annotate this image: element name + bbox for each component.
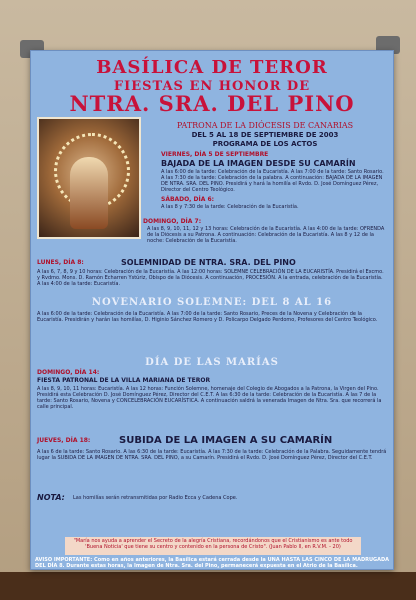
jueves-day: JUEVES, DÍA 18: xyxy=(37,437,91,444)
jueves-text: A las 6 de la tarde: Santo Rosario. A las 6:30 de la tarde: Eucaristía. A las 7:30 de la tarde: Celebración de la Palabra. Seguidamente tendrá lugar la SUBIDA DE LA IMAGEN DE NTRA. SRA. DEL PINO, a su Camarín. Presidirá el Rvdo. D. José Domínguez Pérez, Director del C.E.T. xyxy=(37,449,387,461)
lunes-day: LUNES, DÍA 8: xyxy=(37,259,84,266)
statue-figure xyxy=(70,157,108,229)
dates: DEL 5 AL 18 DE SEPTIEMBRE DE 2003 xyxy=(191,131,339,139)
aviso-text: AVISO IMPORTANTE: Como en años anteriores, la Basílica estará cerrada desde la UNA HASTA LAS CINCO DE LA MADRUGADA DEL DÍA 8. Durante estas horas, la Imagen de Ntra. Sra. del Pino, permanecerá expuesta en el Atrio de la Basílica. xyxy=(35,557,389,569)
quote-box xyxy=(65,537,361,555)
lunes-title: SOLEMNIDAD DE NTRA. SRA. DEL PINO xyxy=(121,258,296,267)
marias-banner: DÍA DE LAS MARÍAS xyxy=(145,357,279,368)
program-label: PROGRAMA DE LOS ACTOS xyxy=(212,140,318,148)
title-basilica: BASÍLICA DE TEROR xyxy=(96,57,328,78)
domingo14-text: A las 8, 9, 10, 11 horas: Eucaristía. A las 12 horas: Función Solemne, homenaje del Colegio de Abogados a la Patrona, la Virgen del Pino. Presidirá esta Celebración D. José Domínguez Pérez, Director del C.E.T. A las 6:30 de la tarde: Celebración de la Eucaristía. A las 7 de la tarde: Santo Rosario, Novena y CONCELEBRACIÓN EUCARÍSTICA. A continuación saldrá la venerada Imagen de Ntra. Sra. que recorrerá la calle principal. xyxy=(37,386,382,410)
domingo14-title: FIESTA PATRONAL DE LA VILLA MARIANA DE TEROR xyxy=(37,377,211,384)
domingo7-text: A las 8, 9, 10, 11, 12 y 13 horas: Celebración de la Eucaristía. A las 4:00 de la tarde: OFRENDA de la Diócesis a su Patrona. A continuación: Celebración de la Eucaristía. A las 8 y 12 de la noche: Celebración de la Eucaristía. xyxy=(147,226,385,244)
sabado-text: A las 8 y 7:30 de la tarde: Celebración de la Eucaristía. xyxy=(161,204,299,210)
quote-text: "María nos ayuda a aprender el Secreto de la alegría Cristiana, recordándonos que el Cristianismo es ante todo 'Buena Noticia' que tiene su centro y contenido en la persona de Cristo". (Juan Pablo II, en R.V.M. - 20) xyxy=(73,538,353,550)
wooden-ledge xyxy=(0,572,416,600)
lunes-text: A las 6, 7, 8, 9 y 10 horas: Celebración de la Eucaristía. A las 12:00 horas: SOLEMNE CELEBRACIÓN DE LA EUCARISTÍA. Presidirá el Excmo. y Rvdmo. Mons. D. Ramón Echarren Ystúriz, Obispo de la Diócesis. A continuación, PROCESIÓN. A la entrada, celebración de la Eucaristía. A las 4:00 de la tarde: Eucaristía. xyxy=(37,269,384,287)
jueves-title: SUBIDA DE LA IMAGEN A SU CAMARÍN xyxy=(119,435,333,446)
virgin-image xyxy=(37,117,141,239)
viernes-title: BAJADA DE LA IMAGEN DESDE SU CAMARÍN xyxy=(161,159,356,168)
nota-text: Las homilías serán retransmitidas por Radio Ecca y Cadena Cope. xyxy=(73,495,238,501)
domingo7-day: DOMINGO, DÍA 7: xyxy=(143,218,202,225)
viernes-day: VIERNES, DÍA 5 DE SEPTIEMBRE xyxy=(161,151,269,158)
novenario-banner: NOVENARIO SOLEMNE: DEL 8 AL 16 xyxy=(91,297,333,308)
title-virgin: NTRA. SRA. DEL PINO xyxy=(69,91,355,116)
subtitle: PATRONA DE LA DIÓCESIS DE CANARIAS xyxy=(176,121,354,130)
domingo14-day: DOMINGO, DÍA 14: xyxy=(37,369,100,376)
sabado-day: SÁBADO, DÍA 6: xyxy=(161,196,215,203)
title-fiestas: FIESTAS EN HONOR DE xyxy=(113,79,311,94)
nota-label: NOTA: xyxy=(37,493,65,502)
festival-poster xyxy=(30,50,394,570)
viernes-text: A las 6:00 de la tarde: Celebración de la Eucaristía. A las 7:00 de la tarde: Santo Rosario. A las 7:30 de la tarde: Celebración de la palabra. A continuación: BAJADA DE LA IMAGEN DE NTRA. SRA. DEL PINO. Presidirá y hará la homilía el Rvdo. D. José Domínguez Pérez, Director del Centro Teológico. xyxy=(161,169,384,193)
novenario-text: A las 6:00 de la tarde: Celebración de la Eucaristía. A las 7:00 de la tarde: Santo Rosario, Preces de la Novena y Celebración de la Eucaristía. Presidirán y harán las homilías, D. Higinio Sánchez Romero y D. Policarpo Delgado Perdomo, Profesores del Centro Teológico. xyxy=(37,311,378,323)
